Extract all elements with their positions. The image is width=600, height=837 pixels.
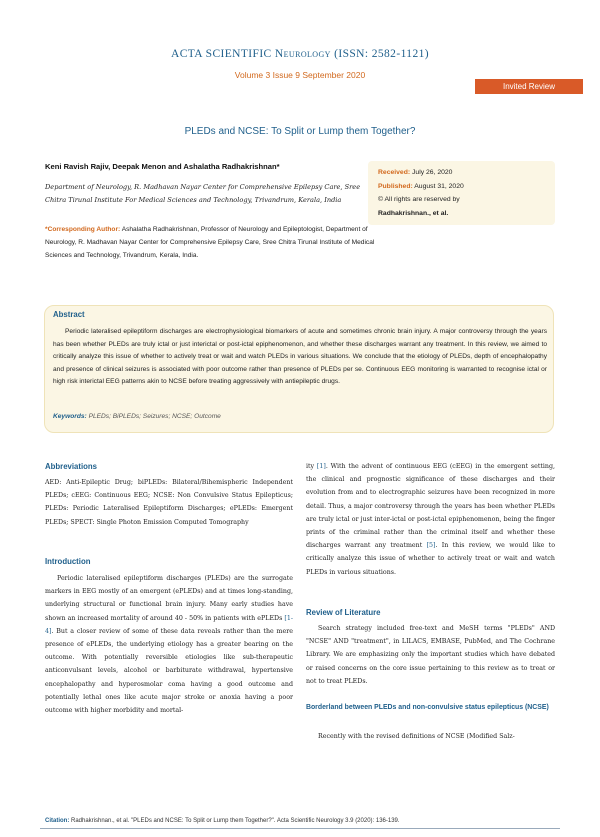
intro-citation: [1-4]	[45, 614, 293, 635]
citation-footer	[45, 818, 565, 824]
received-label: Received:	[378, 169, 411, 176]
review-paragraph: Search strategy included free-text and MeSH terms "PLEDs" AND "NCSE" AND "treatment", in LILACS, EMBASE, PubMed, and The Cochrane Library. We are emphasizing only the important studies which have debated or raised concerns on the core issue pertaining to this review as to treat or not to treat PLEDs.	[306, 625, 555, 685]
abbreviations-heading: Abbreviations	[45, 462, 97, 471]
review-heading: Review of Literature	[306, 608, 381, 617]
cont-text-part2: . With the advent of continuous EEG (cEEG) in the emergent setting, the clinical and prognostic significance of these discharges and their evolution from and to electrographic seizures have been recognized in more detail. Thus, a major controversy through the years has been whether PLEDs are truly ictal or just inter-ictal or post-ictal epiphenomenon, being the finger prints of the criminal rather than the criminal itself and whether these discharges warrant any treatment	[306, 463, 555, 550]
introduction-heading: Introduction	[45, 557, 91, 566]
borderland-paragraph: Recently with the revised definitions of NCSE (Modified Salz-	[318, 733, 515, 740]
intro-text-part2: . But a closer review of some of these data reveals rather than the mere presence of ePLEDs, the underlying etiology has a greater bearing on the outcome. With potentially reversible etiologies like sub-therapeutic anticonvulsant levels, alcohol or barbiturate withdrawal, hypertensive encephalopathy and hyperosmolar coma having a good outcome and potentially lethal ones like acute major stroke or anoxia having a poor outcome with higher morbidity and mortal-	[45, 627, 293, 715]
journal-issn: (ISSN: 2582-1121)	[334, 48, 429, 60]
article-type-badge: Invited Review	[475, 79, 583, 94]
published-label: Published:	[378, 182, 413, 190]
citation-label: Citation:	[45, 818, 70, 824]
journal-title	[0, 48, 600, 60]
corresponding-label: *Corresponding Author:	[45, 226, 121, 233]
intro-text-part1: Periodic lateralised epileptiform discharges (PLEDs) are the surrogate markers in EEG mostly of an emergent (ePLEDs) and at times long-standing, underlying structural or functional brain injury. Many early studies have shown an increased mortality of around 40 - 50% in patients with ePLEDs	[45, 575, 293, 622]
footer-divider	[40, 828, 560, 829]
published-date: August 31, 2020	[414, 182, 464, 190]
copyright-line: © All rights are reserved by	[378, 196, 460, 204]
corresponding-author	[45, 224, 380, 262]
volume-line: Volume 3 Issue 9 September 2020	[234, 70, 366, 80]
cont-text-part1: ity	[306, 463, 315, 470]
keywords	[53, 413, 221, 420]
continued-paragraph	[306, 460, 555, 579]
introduction-paragraph	[45, 572, 293, 717]
abbreviations-text: AED: Anti-Epileptic Drug; biPLEDs: Bilateral/Bihemispheric Independent PLEDs; cEEG: Continuous EEG; NCSE: Non Convulsive Status Epilepticus; PLEDs: Periodic Lateralised Epileptiform Discharges; ePLEDs: Emergent PLEDs; SPECT: Single Photon Emission Computed Tomography	[45, 479, 293, 526]
abstract-heading: Abstract	[53, 310, 85, 319]
citation-text: Radhakrishnan., et al. "PLEDs and NCSE: To Split or Lump them Together?". Acta Scientific Neurology 3.9 (2020): 136-139.	[71, 818, 400, 824]
corresponding-text: Ashalatha Radhakrishnan, Professor of Neurology and Epileptologist, Department of Neurology, R. Madhavan Nayar Center for Comprehensive Epilepsy Care, Sree Chitra Tirunal Institute of Medical Sciences and Technology, Trivandrum, Kerala, India.	[45, 226, 375, 259]
affiliation: Department of Neurology, R. Madhavan Nayar Center for Comprehensive Epilepsy Care, Sree Chitra Tirunal Institute For Medical Sciences and Technology, Trivandrum, Kerala, India	[45, 183, 361, 204]
received-date: July 26, 2020	[412, 169, 453, 176]
copyright-holder: Radhakrishnan., et al.	[378, 209, 449, 217]
keywords-value: PLEDs; BiPLEDs; Seizures; NCSE; Outcome	[88, 413, 221, 420]
publication-info-box	[368, 161, 555, 225]
abstract-text: Periodic lateralised epileptiform discharges are electrophysiological biomarkers of acute and sometimes chronic brain injury. A major controversy through the years has been whether PLEDs are truly ictal or just interictal or post-ictal epiphenomenon, and whether these discharges warrant any treatment. In this review, we aimed to critically analyze this issue of whether to actively treat or wait and watch PLEDs in various situations. We conclude that the etiology of PLEDs, depth of encephalopathy and presence of clinical seizures is associated with poor outcome rather than presence of PLEDs per se. Continuous EEG monitoring is warranted to recognise ictal or high risk interictal EEG patterns akin to NCSE before treating aggressively with antiepileptic drugs.	[53, 328, 547, 386]
borderland-heading: Borderland between PLEDs and non-convulsive status epilepticus (NCSE)	[306, 704, 549, 711]
article-title: PLEDs and NCSE: To Split or Lump them Together?	[184, 126, 416, 137]
author-list: Keni Ravish Rajiv, Deepak Menon and Ashalatha Radhakrishnan*	[45, 162, 280, 171]
journal-name: ACTA SCIENTIFIC	[171, 48, 272, 60]
keywords-label: Keywords:	[53, 413, 87, 420]
cont-citation-2: [5]	[426, 542, 436, 550]
journal-field: Neurology	[274, 48, 331, 60]
cont-text-part3: . In this review, we would like to critically analyze this issue of whether to actively treat or wait and watch PLEDs in various situations.	[306, 542, 555, 576]
cont-citation-1: [1]	[316, 463, 326, 470]
